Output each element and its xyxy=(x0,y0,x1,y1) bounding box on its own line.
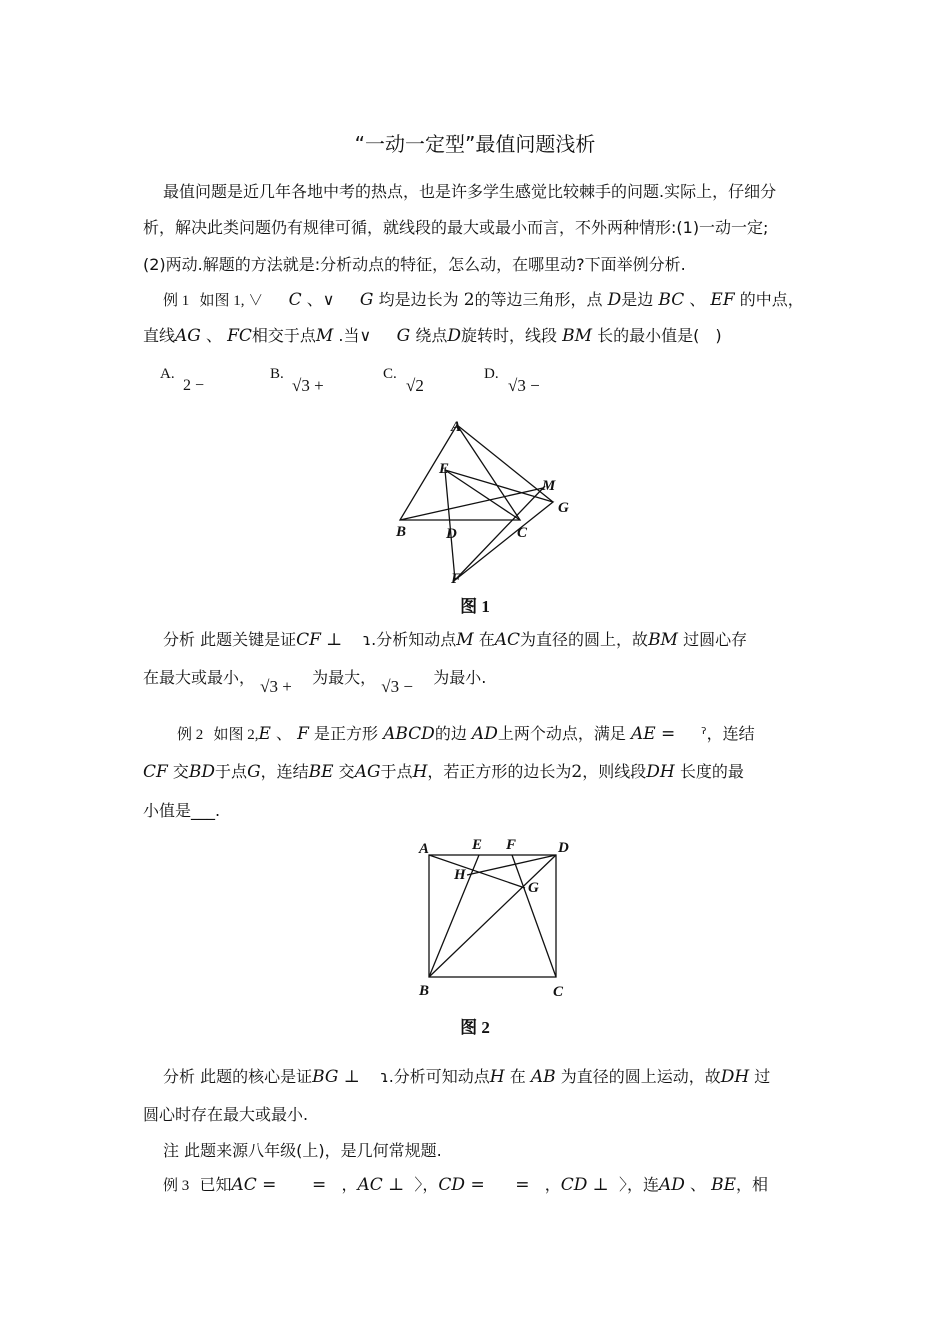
ex2-analysis-line-1: 分析 此题的核心是证BG ⊥ ɿ.分析可知动点H 在 AB 为直径的圆上运动，故DH 过 xyxy=(163,1067,771,1087)
triangle-efg xyxy=(445,470,553,580)
intro-line-2: 析，解决此类问题仍有规律可循，就线段的最大或最小而言，不外两种情形:(1)一动一定; xyxy=(143,218,769,237)
ex1-analysis-line-2: 在最大或最小， √3 + 为最大， √3 − 为最小. xyxy=(143,668,487,696)
point-label-f: F xyxy=(451,571,462,587)
point-label-d: D xyxy=(446,526,457,542)
point-label-c: C xyxy=(517,525,528,541)
ex2-analysis-line-2: 圆心时存在最大或最小. xyxy=(143,1105,309,1124)
ex2-note: 注 此题来源八年级(上)，是几何常规题. xyxy=(163,1141,442,1160)
point-label-f: F xyxy=(506,837,517,853)
option-d-value: √3 − xyxy=(508,376,540,395)
ex2-label: 例 2 xyxy=(177,727,204,743)
line-ag xyxy=(457,425,553,502)
point-label-g: G xyxy=(528,880,539,896)
point-label-c: C xyxy=(553,984,564,1000)
point-label-a: A xyxy=(451,419,462,435)
line-hd xyxy=(467,855,556,875)
point-label-e: E xyxy=(472,837,483,853)
ex1-label: 例 1 xyxy=(163,293,190,309)
line-fc-extended xyxy=(455,486,545,580)
point-label-b: B xyxy=(419,983,430,999)
figure-1 xyxy=(380,410,580,590)
ex3-line-1: 例 3 已知AC = = ，AC ⊥ 〉，CD = = ，CD ⊥ 〉，连AD 、 BE，相 xyxy=(163,1175,769,1195)
triangle-abc xyxy=(400,425,520,520)
point-label-b: B xyxy=(396,524,407,540)
intro-line-3: (2)两动.解题的方法就是:分析动点的特征，怎么动，在哪里动?下面举例分析. xyxy=(143,255,686,274)
option-a-label: A. xyxy=(160,366,175,382)
ex1-line-2: 直线AG 、 FC相交于点M .当∨ G 绕点D旋转时，线段 BM 长的最小值是( ) xyxy=(143,326,722,346)
line-cf xyxy=(512,855,556,977)
line-bm xyxy=(400,488,543,520)
figure-2 xyxy=(410,830,580,1005)
ex1-line-1: 例 1 如图 1, ∨ C 、∨ G 均是边长为 2的等边三角形，点 D是边 BC 、 EF 的中点， xyxy=(163,290,804,310)
ex1-analysis-line-1: 分析 此题关键是证CF ⊥ ɿ.分析知动点M 在AC为直径的圆上，故BM 过圆心存 xyxy=(163,630,748,650)
figure-1-caption: 图 1 xyxy=(460,597,490,616)
option-d-label: D. xyxy=(484,366,499,382)
point-label-e: E xyxy=(439,461,450,477)
option-c-value: √2 xyxy=(406,376,424,395)
ex3-label: 例 3 xyxy=(163,1178,190,1194)
point-label-g: G xyxy=(558,500,569,516)
option-b-value: √3 + xyxy=(292,376,324,395)
figure-2-caption: 图 2 xyxy=(460,1018,490,1037)
option-b-label: B. xyxy=(270,366,284,382)
point-label-d: D xyxy=(558,840,569,856)
intro-line-1: 最值问题是近几年各地中考的热点，也是许多学生感觉比较棘手的问题.实际上，仔细分 xyxy=(163,182,777,201)
page-title: “一动一定型”最值问题浅析 xyxy=(354,132,596,156)
ex2-line-1: 例 2 如图 2,E 、 F 是正方形 ABCD的边 AD上两个动点，满足 AE = ˀ，连结 xyxy=(177,724,755,744)
ex2-line-2: CF 交BD于点G，连结BE 交AG于点H，若正方形的边长为2，则线段DH 长度的最 xyxy=(143,762,744,782)
point-label-h: H xyxy=(454,867,466,883)
point-label-a: A xyxy=(419,841,430,857)
point-label-m: M xyxy=(542,478,556,494)
line-bd xyxy=(429,855,556,977)
ex2-line-3: 小值是___. xyxy=(143,801,221,820)
option-a-value: 2 − xyxy=(183,377,205,394)
option-c-label: C. xyxy=(383,366,397,382)
